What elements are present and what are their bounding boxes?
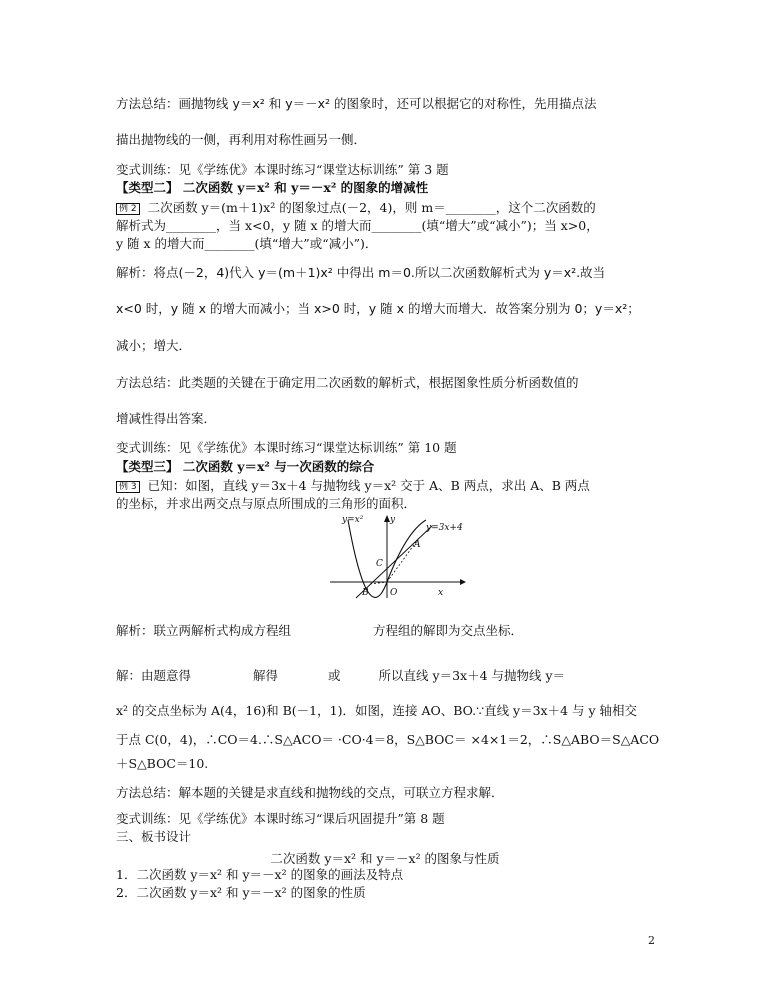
line-label: y=3x+4 bbox=[426, 523, 463, 533]
method-summary-1-cont: 描出抛物线的一侧，再利用对称性画另一侧． bbox=[116, 132, 367, 147]
x-axis-arrow bbox=[460, 579, 466, 585]
type-two-heading: 【类型二】 二次函数 y＝x² 和 y＝－x² 的图象的增减性 bbox=[116, 180, 429, 195]
board-item-2: 2．二次函数 y＝x² 和 y＝－x² 的图象的性质 bbox=[116, 885, 366, 900]
page-number: 2 bbox=[648, 934, 655, 947]
example-2-line-1: 例 2 二次函数 y＝(m＋1)x² 的图象过点(－2，4)，则 m＝________，这个二次函数的 bbox=[116, 200, 596, 216]
analysis-2-line-2: x<0 时，y 随 x 的增大而减小；当 x>0 时，y 随 x 的增大而增大．故答案分别为 0；y＝x²； bbox=[116, 301, 640, 316]
example-2-line-3: y 随 x 的增大而________(填“增大”或“减小”)． bbox=[116, 236, 378, 251]
type-three-heading: 【类型三】 二次函数 y＝x² 与一次函数的综合 bbox=[116, 459, 375, 474]
method-summary-2-cont: 增减性得出答案． bbox=[116, 411, 217, 426]
example-2-badge: 例 2 bbox=[116, 203, 140, 215]
method-summary-2: 方法总结：此类题的关键在于确定用二次函数的解析式，根据图象性质分析函数值的 bbox=[116, 375, 579, 390]
analysis-2-line-1: 解析：将点(－2，4)代入 y＝(m＋1)x² 中得出 m＝0.所以二次函数解析式为 y＝x².故当 bbox=[116, 265, 606, 280]
parabola-line-figure bbox=[320, 512, 470, 602]
analysis-3-line-1: 解析：联立两解析式构成方程组 方程组的解即为交点坐标． bbox=[116, 623, 524, 638]
y-axis-label: y bbox=[390, 515, 396, 525]
point-c-label: C bbox=[376, 559, 383, 569]
example-3-badge: 例 3 bbox=[116, 481, 140, 493]
origin-label: O bbox=[390, 588, 398, 598]
board-design-heading: 三、板书设计 bbox=[116, 829, 192, 844]
example-2-line-2: 解析式为________，当 x<0，y 随 x 的增大而________(填“增大”或“减小”)；当 x>0， bbox=[116, 218, 599, 233]
example-3-line-2: 的坐标，并求出两交点与原点所围成的三角形的面积． bbox=[116, 496, 417, 511]
solution-line-1: 解：由题意得 解得 或 所以直线 y＝3x＋4 与抛物线 y＝ bbox=[116, 668, 566, 683]
x-axis-label: x bbox=[438, 588, 444, 598]
variant-training-3: 变式训练：见《学练优》本课时练习“课后巩固提升”第 8 题 bbox=[116, 811, 445, 826]
segment-ao bbox=[387, 542, 416, 582]
method-summary-1: 方法总结：画抛物线 y＝x² 和 y＝－x² 的图象时，还可以根据它的对称性，先用描点法 bbox=[116, 96, 597, 111]
point-b-label: B bbox=[362, 588, 369, 598]
solution-line-2: x² 的交点坐标为 A(4，16)和 B(－1，1)．如图，连接 AO、BO.∵直线 y＝3x＋4 与 y 轴相交 bbox=[116, 703, 638, 718]
point-a-label: A bbox=[414, 540, 421, 550]
example-3-line-1: 例 3 已知：如图，直线 y＝3x＋4 与抛物线 y＝x² 交于 A、B 两点，求出 A、B 两点 bbox=[116, 478, 590, 494]
parabola-label: y=x² bbox=[342, 515, 364, 525]
variant-training-2: 变式训练：见《学练优》本课时练习“课堂达标训练” 第 10 题 bbox=[116, 440, 457, 455]
solution-line-3: 于点 C(0，4)，∴CO＝4.∴S△ACO＝ ·CO·4＝8，S△BOC＝ ×4×1＝2，∴S△ABO＝S△ACO bbox=[116, 732, 660, 747]
method-summary-3: 方法总结：解本题的关键是求直线和抛物线的交点，可联立方程求解． bbox=[116, 785, 504, 800]
analysis-2-line-3: 减小；增大． bbox=[116, 338, 192, 353]
board-item-1: 1．二次函数 y＝x² 和 y＝－x² 的图象的画法及特点 bbox=[116, 867, 404, 882]
variant-training-1: 变式训练：见《学练优》本课时练习“课堂达标训练” 第 3 题 bbox=[116, 162, 449, 177]
board-title: 二次函数 y＝x² 和 y＝－x² 的图象与性质 bbox=[270, 851, 500, 866]
solution-line-4: ＋S△BOC＝10. bbox=[116, 756, 209, 771]
